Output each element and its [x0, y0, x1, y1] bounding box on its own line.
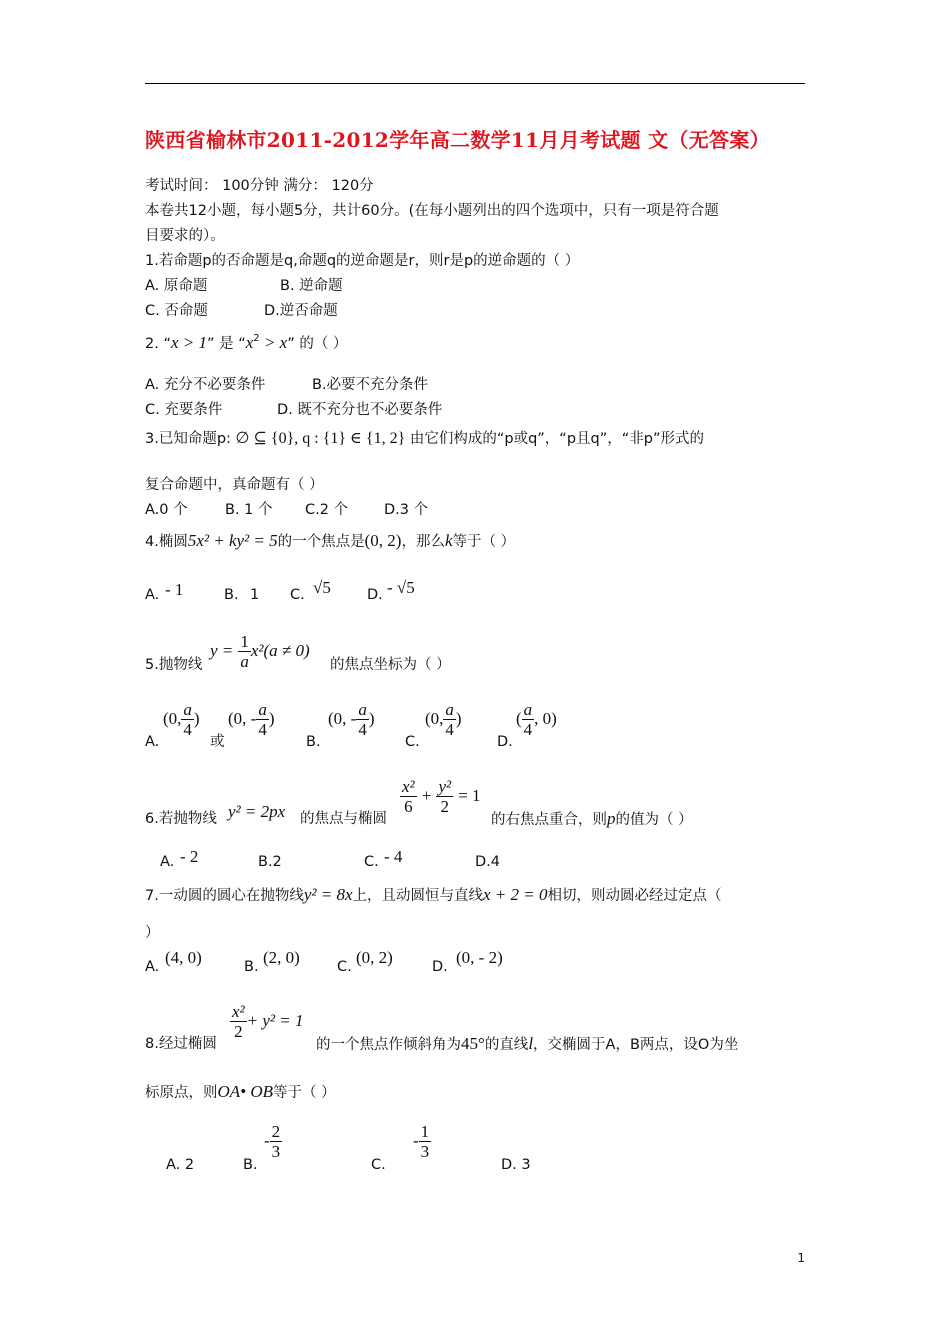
q4-ellipse-eq: 5x² + ky² = 5 — [187, 531, 278, 550]
q5-c-post: ) — [455, 709, 462, 728]
q4-focus-point: (0, 2) — [364, 531, 402, 550]
q7-option-c-value: (0, 2) — [356, 948, 393, 967]
q5-option-b-label: B. — [306, 734, 321, 750]
q5-option-c-label: C. — [405, 734, 420, 750]
q3-stem — [145, 430, 704, 448]
q6-ell-frac-1 — [400, 777, 417, 816]
q6-option-c-label: C. — [364, 854, 379, 870]
q4-option-b-value: 1 — [250, 587, 260, 603]
exam-title: 陕西省榆林市2011-2012学年高二数学11月月考试题 文（无答案） — [145, 128, 770, 152]
q8-b-num: 2 — [271, 1122, 281, 1141]
q7-mid: 上，且动圆恒与直线 — [352, 888, 484, 904]
q7-option-d-label: D. — [432, 959, 448, 975]
q6-option-a-value: - 2 — [180, 847, 199, 866]
q5-d-num: a — [523, 700, 533, 719]
q2-condition-1: x > 1 — [170, 333, 207, 352]
q5-b-frac — [356, 700, 369, 739]
q2-option-d: D. 既不充分也不必要条件 — [277, 402, 443, 418]
q5-d-pre: ( — [516, 709, 522, 728]
q8-ell-den: 2 — [234, 1022, 243, 1041]
q5-b-post: ) — [368, 709, 375, 728]
q5-a2-post: ) — [268, 709, 275, 728]
q4-head: 4.椭圆 — [145, 534, 188, 550]
q7-option-a-label: A. — [145, 959, 160, 975]
q5-option-d-label: D. — [497, 734, 513, 750]
q1-option-a: A. 原命题 — [145, 278, 208, 294]
q8-ellipse — [230, 1002, 304, 1041]
q5-option-a-1 — [163, 700, 200, 739]
exam-info: 考试时间： 100分钟 满分： 120分 — [145, 178, 374, 194]
q8-c-sign: - — [413, 1131, 419, 1150]
q8-option-c-value — [413, 1122, 431, 1161]
q2-tail: ” 的（ ） — [287, 336, 348, 352]
q2-option-a: A. 充分不必要条件 — [145, 377, 266, 393]
q2-condition-2-rest: > x — [259, 333, 288, 352]
q5-option-d — [516, 700, 557, 739]
q8-c-frac — [419, 1122, 432, 1161]
q5-d-post: , 0) — [534, 709, 557, 728]
q5-or: 或 — [210, 734, 225, 750]
q8-b-frac — [270, 1122, 283, 1161]
q5-eq-lhs: y = — [210, 641, 234, 660]
q1-option-b: B. 逆命题 — [280, 278, 343, 294]
q6-head: 6.若抛物线 — [145, 811, 217, 827]
q6-option-b: B.2 — [258, 854, 282, 870]
q8-mid: 的一个焦点作倾斜角为 — [316, 1037, 461, 1053]
q6-ell-frac-2 — [436, 777, 453, 816]
q4-option-b-label: B. — [224, 587, 239, 603]
q5-equation — [210, 632, 310, 671]
q4-mid2: ，那么 — [401, 534, 445, 550]
q8-ell-num: x² — [232, 1002, 245, 1021]
q5-option-c — [425, 700, 462, 739]
q8-option-b-value — [264, 1122, 282, 1161]
q6-tail — [491, 810, 693, 829]
q5-c-den: 4 — [445, 720, 454, 739]
q6-option-a-label: A. — [160, 854, 175, 870]
q3-option-d: D.3 个 — [384, 502, 429, 518]
q4-tail: 等于（ ） — [452, 534, 516, 550]
q8-option-d: D. 3 — [501, 1157, 531, 1173]
q8-b-sign: - — [264, 1131, 270, 1150]
intro-line-2: 目要求的）。 — [145, 228, 225, 244]
q3-head: 3.已知命题p: — [145, 431, 231, 447]
q2-number: 2. — [145, 336, 159, 352]
q2-option-c: C. 充要条件 — [145, 402, 223, 418]
q7-option-a-value: (4, 0) — [165, 948, 202, 967]
q6-option-c-value: - 4 — [384, 847, 403, 866]
q5-b-pre: (0, - — [328, 709, 357, 728]
q7-option-b-value: (2, 0) — [263, 948, 300, 967]
q2-condition-2-base: x — [245, 333, 254, 352]
q1-option-c: C. 否命题 — [145, 303, 208, 319]
q5-a1-num: a — [183, 700, 192, 719]
q8-c-num: 1 — [420, 1122, 430, 1141]
q7-head: 7.一动圆的圆心在抛物线 — [145, 888, 304, 904]
intro-line-1: 本卷共12小题，每小题5分，共计60分。(在每小题列出的四个选项中，只有一项是符合题 — [145, 203, 719, 219]
q1-stem: 1.若命题p的否命题是q,命题q的逆命题是r，则r是p的逆命题的（ ） — [145, 253, 580, 269]
q8-b-den: 3 — [271, 1142, 281, 1161]
q2-connector: ” 是 “ — [207, 336, 246, 352]
q2-option-b: B.必要不充分条件 — [312, 377, 429, 393]
q5-eq-rest: x²(a ≠ 0) — [250, 641, 310, 660]
q7-line-2: ） — [145, 925, 160, 941]
q6-plus: + — [421, 786, 432, 805]
q6-tail-text: 的值为（ ） — [615, 812, 693, 828]
q3-option-a: A.0 个 — [145, 502, 188, 518]
q5-a1-pre: (0, — [163, 709, 182, 728]
q8-tail: ，交椭圆于A，B两点，设O为坐 — [533, 1037, 739, 1053]
q4-option-c-label: C. — [290, 587, 305, 603]
q6-var-p: p — [607, 809, 616, 828]
q8-c-den: 3 — [420, 1142, 430, 1161]
q6-option-d: D.4 — [475, 854, 500, 870]
q1-option-d: D.逆否命题 — [264, 303, 338, 319]
q6-parabola: y² = 2px — [228, 802, 286, 821]
q4-option-d-label: D. — [367, 587, 383, 603]
q5-option-a-label: A. — [145, 734, 160, 750]
q8-option-a: A. 2 — [166, 1157, 195, 1173]
q4-mid: 的一个焦点是 — [277, 534, 365, 550]
q8-ell-rest: + y² = 1 — [246, 1011, 304, 1030]
q4-option-a-value: - 1 — [165, 580, 184, 599]
header-rule — [145, 83, 805, 84]
q8-head: 8.经过椭圆 — [145, 1036, 217, 1052]
q6-mid: 的焦点与椭圆 — [300, 811, 387, 827]
q6-eq1: = 1 — [458, 786, 481, 805]
q8-line2-tail: 等于（ ） — [273, 1085, 336, 1101]
q8-option-b-label: B. — [243, 1157, 258, 1173]
q5-c-pre: (0, — [425, 709, 444, 728]
q4-option-a-label: A. — [145, 587, 160, 603]
q5-option-b — [328, 700, 375, 739]
q5-eq-fraction — [238, 632, 251, 671]
q6-ell-d1: 6 — [404, 797, 413, 816]
q2-condition-2-exp: 2 — [253, 333, 260, 344]
q5-tail: 的焦点坐标为（ ） — [330, 657, 451, 673]
q7-tail: 相切，则动圆必经过定点（ — [547, 888, 722, 904]
q7-option-b-label: B. — [244, 959, 259, 975]
q3-formula: ∅ ⊆ {0}, q : {1} ∈ {1, 2} — [235, 430, 406, 447]
q3-option-c: C.2 个 — [305, 502, 349, 518]
q8-tail-line — [316, 1035, 738, 1054]
q3-tail: 由它们构成的“p或q”，“p且q”，“非p”形式的 — [409, 431, 704, 447]
q8-var-l: l — [528, 1034, 534, 1053]
q7-stem — [145, 886, 722, 905]
q6-ell-d2: 2 — [440, 797, 450, 816]
page-number: 1 — [797, 1251, 805, 1265]
q5-a1-post: ) — [193, 709, 200, 728]
q6-ellipse — [400, 777, 481, 816]
q3-option-b: B. 1 个 — [225, 502, 273, 518]
q5-a1-den: 4 — [183, 720, 192, 739]
q5-d-den: 4 — [523, 720, 533, 739]
q8-line2-pre: 标原点，则 — [145, 1085, 218, 1101]
q5-eq-num: 1 — [240, 632, 249, 651]
q8-line-2 — [145, 1083, 336, 1102]
q2-stem — [145, 330, 347, 353]
q7-line-eq: x + 2 = 0 — [483, 885, 548, 904]
q5-a2-den: 4 — [258, 720, 267, 739]
q5-b-den: 4 — [358, 720, 367, 739]
q5-head: 5.抛物线 — [145, 657, 203, 673]
q6-tail-pre: 的右焦点重合，则 — [491, 812, 607, 828]
q4-var-k: k — [444, 531, 453, 550]
q3-line-2: 复合命题中，真命题有（ ） — [145, 477, 324, 493]
q6-ell-n2: y² — [438, 777, 452, 796]
q8-mid2: 的直线 — [484, 1037, 529, 1053]
q6-ell-n1: x² — [402, 777, 415, 796]
q5-d-frac — [522, 700, 535, 739]
q2-open-quote: “ — [163, 336, 171, 352]
q7-option-d-value: (0, - 2) — [456, 948, 503, 967]
q5-a2-pre: (0, - — [228, 709, 257, 728]
q8-option-c-label: C. — [371, 1157, 386, 1173]
q8-ell-frac — [230, 1002, 247, 1041]
q5-c-frac — [443, 700, 456, 739]
q5-c-num: a — [445, 700, 454, 719]
q4-option-c-value: √5 — [313, 578, 331, 597]
q5-a1-frac — [181, 700, 194, 739]
q5-eq-den: a — [240, 652, 249, 671]
q5-a2-num: a — [258, 700, 267, 719]
q7-option-c-label: C. — [337, 959, 352, 975]
q5-option-a-2 — [228, 700, 275, 739]
q8-angle: 45° — [461, 1034, 485, 1053]
q4-stem — [145, 532, 515, 551]
q8-vector-dot: OA• OB — [217, 1082, 274, 1101]
q5-a2-frac — [256, 700, 269, 739]
q4-option-d-value: - √5 — [387, 578, 415, 597]
q7-parabola: y² = 8x — [303, 885, 353, 904]
q5-b-num: a — [358, 700, 367, 719]
